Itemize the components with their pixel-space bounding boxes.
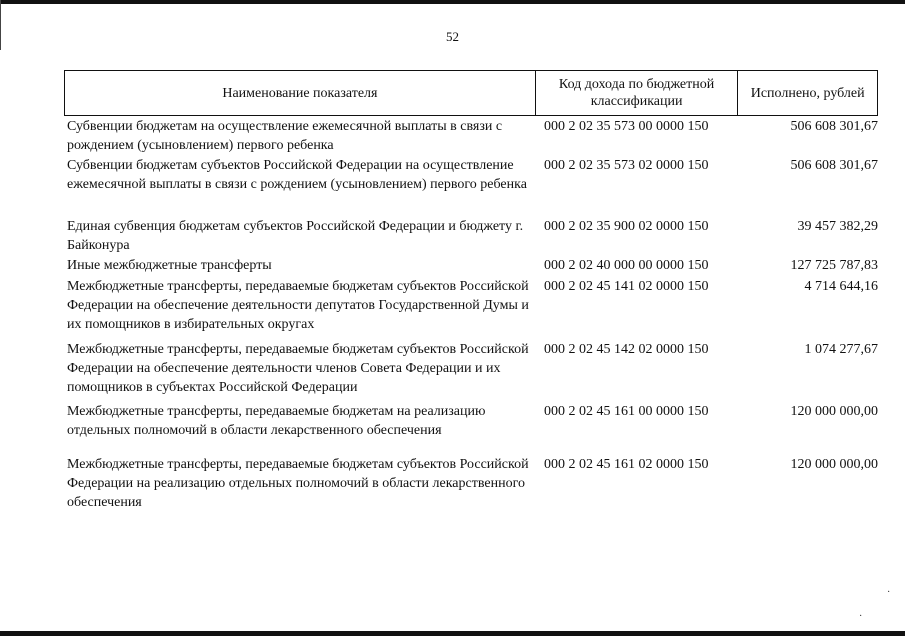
header-amount: Исполнено, рублей: [737, 71, 877, 115]
row-code: 000 2 02 35 900 02 0000 150: [544, 219, 709, 234]
row-name: Иные межбюджетные трансферты: [67, 258, 272, 273]
row-amount: 506 608 301,67: [790, 119, 878, 134]
table-row: [64, 340, 878, 397]
row-amount: 39 457 382,29: [797, 219, 878, 234]
bottom-border: [0, 631, 905, 636]
table-row: [64, 256, 878, 275]
row-code: 000 2 02 45 161 00 0000 150: [544, 404, 709, 419]
table-row: [64, 402, 878, 440]
table-row: [64, 156, 878, 194]
row-code: 000 2 02 45 142 02 0000 150: [544, 342, 709, 357]
scan-speck: ·: [859, 611, 863, 622]
row-amount: 127 725 787,83: [790, 258, 878, 273]
row-code: 000 2 02 45 141 02 0000 150: [544, 279, 709, 294]
row-name: Межбюджетные трансферты, передаваемые бюджетам субъектов Российской Федерации на обеспечение деятельности членов Совета Федерации и их помощников в субъектах Российской Федерации: [67, 342, 529, 395]
row-name: Межбюджетные трансферты, передаваемые бюджетам субъектов Российской Федерации на обеспечение деятельности депутатов Государственной Думы и их помощников в избирательных округах: [67, 279, 529, 332]
table-row: [64, 277, 878, 334]
row-amount: 4 714 644,16: [804, 279, 878, 294]
page-number: 52: [446, 29, 459, 44]
row-code: 000 2 02 35 573 00 0000 150: [544, 119, 709, 134]
header-code: Код дохода по бюджетной классификации: [535, 71, 738, 115]
row-name: Субвенции бюджетам на осуществление ежемесячной выплаты в связи с рождением (усыновлением) первого ребенка: [67, 119, 503, 153]
table-row: [64, 217, 878, 255]
row-amount: 506 608 301,67: [790, 158, 878, 173]
row-code: 000 2 02 45 161 02 0000 150: [544, 457, 709, 472]
row-name: Межбюджетные трансферты, передаваемые бюджетам субъектов Российской Федерации на реализацию отдельных полномочий в области лекарственного обеспечения: [67, 457, 529, 510]
row-name: Межбюджетные трансферты, передаваемые бюджетам на реализацию отдельных полномочий в области лекарственного обеспечения: [67, 404, 486, 438]
row-amount: 120 000 000,00: [790, 457, 878, 472]
scan-speck: ·: [887, 587, 891, 598]
top-border: [0, 0, 905, 4]
row-code: 000 2 02 40 000 00 0000 150: [544, 258, 709, 273]
table-row: [64, 117, 878, 155]
header-name: Наименование показателя: [222, 85, 378, 101]
row-code: 000 2 02 35 573 02 0000 150: [544, 158, 709, 173]
table-row: [64, 455, 878, 512]
row-name: Субвенции бюджетам субъектов Российской Федерации на осуществление ежемесячной выплаты в связи с рождением (усыновлением) первого ребенка: [67, 158, 527, 192]
row-amount: 120 000 000,00: [790, 404, 878, 419]
table-header: [64, 70, 878, 116]
row-amount: 1 074 277,67: [804, 342, 878, 357]
row-name: Единая субвенция бюджетам субъектов Российской Федерации и бюджету г. Байконура: [67, 219, 524, 253]
